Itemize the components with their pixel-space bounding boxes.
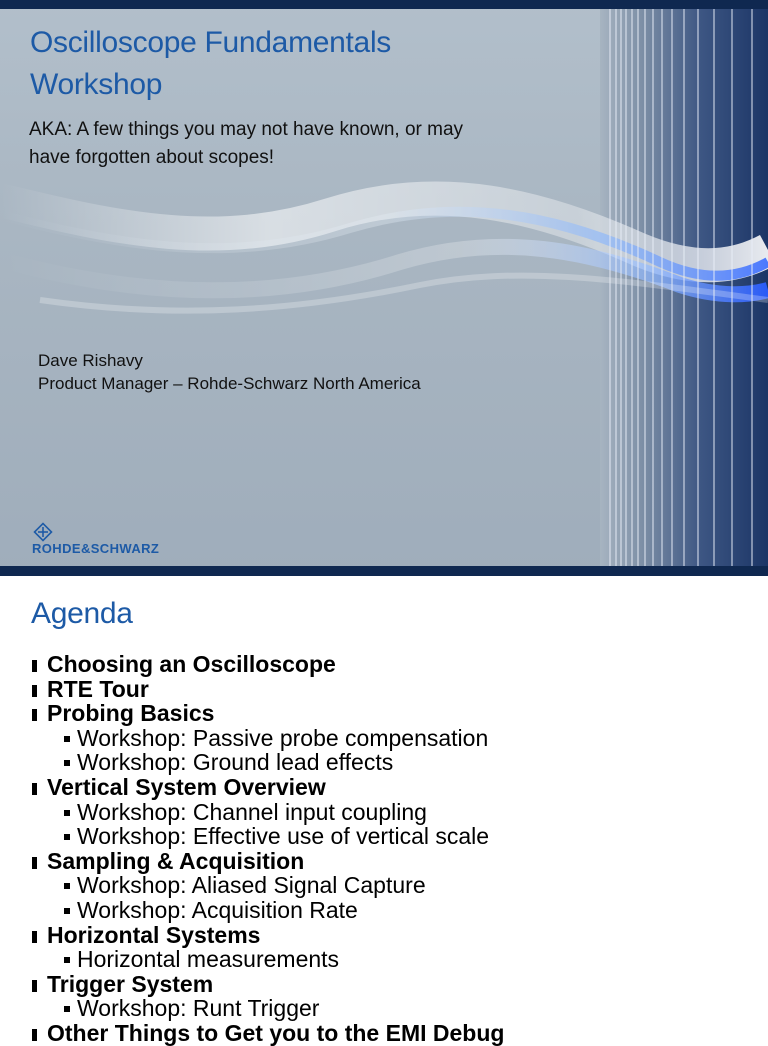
agenda-item: Sampling & Acquisition xyxy=(30,849,504,874)
presentation-title xyxy=(30,22,391,106)
agenda-subitem: Horizontal measurements xyxy=(30,947,504,972)
agenda-item: RTE Tour xyxy=(30,677,504,702)
agenda-subitem: Workshop: Runt Trigger xyxy=(30,996,504,1021)
agenda-item: Trigger System xyxy=(30,972,504,997)
logo-wordmark: ROHDE&SCHWARZ xyxy=(32,541,160,556)
agenda-slide xyxy=(0,576,768,1046)
title-line-2: Workshop xyxy=(30,68,163,101)
agenda-item: Horizontal Systems xyxy=(30,923,504,948)
presenter-block xyxy=(38,349,421,395)
presenter-role: Product Manager – Rohde-Schwarz North America xyxy=(38,374,421,393)
agenda-item: Choosing an Oscilloscope xyxy=(30,652,504,677)
agenda-subitem: Workshop: Aliased Signal Capture xyxy=(30,873,504,898)
agenda-list xyxy=(30,652,504,1046)
agenda-subitem: Workshop: Channel input coupling xyxy=(30,800,504,825)
agenda-item: Probing Basics xyxy=(30,701,504,726)
agenda-subitem: Workshop: Passive probe compensation xyxy=(30,726,504,751)
presenter-name: Dave Rishavy xyxy=(38,351,143,370)
agenda-subitem: Workshop: Ground lead effects xyxy=(30,750,504,775)
title-line-1: Oscilloscope Fundamentals xyxy=(30,26,392,59)
presentation-subtitle: AKA: A few things you may not have known, or may have forgotten about scopes! xyxy=(29,119,464,168)
agenda-subitem: Workshop: Effective use of vertical scale xyxy=(30,824,504,849)
agenda-title: Agenda xyxy=(31,597,133,630)
rohde-schwarz-diamond-logo-icon xyxy=(32,521,54,543)
bottom-navy-bar xyxy=(0,566,768,576)
agenda-item: Vertical System Overview xyxy=(30,775,504,800)
agenda-subitem: Workshop: Acquisition Rate xyxy=(30,898,504,923)
agenda-item: Other Things to Get you to the EMI Debug xyxy=(30,1021,504,1046)
